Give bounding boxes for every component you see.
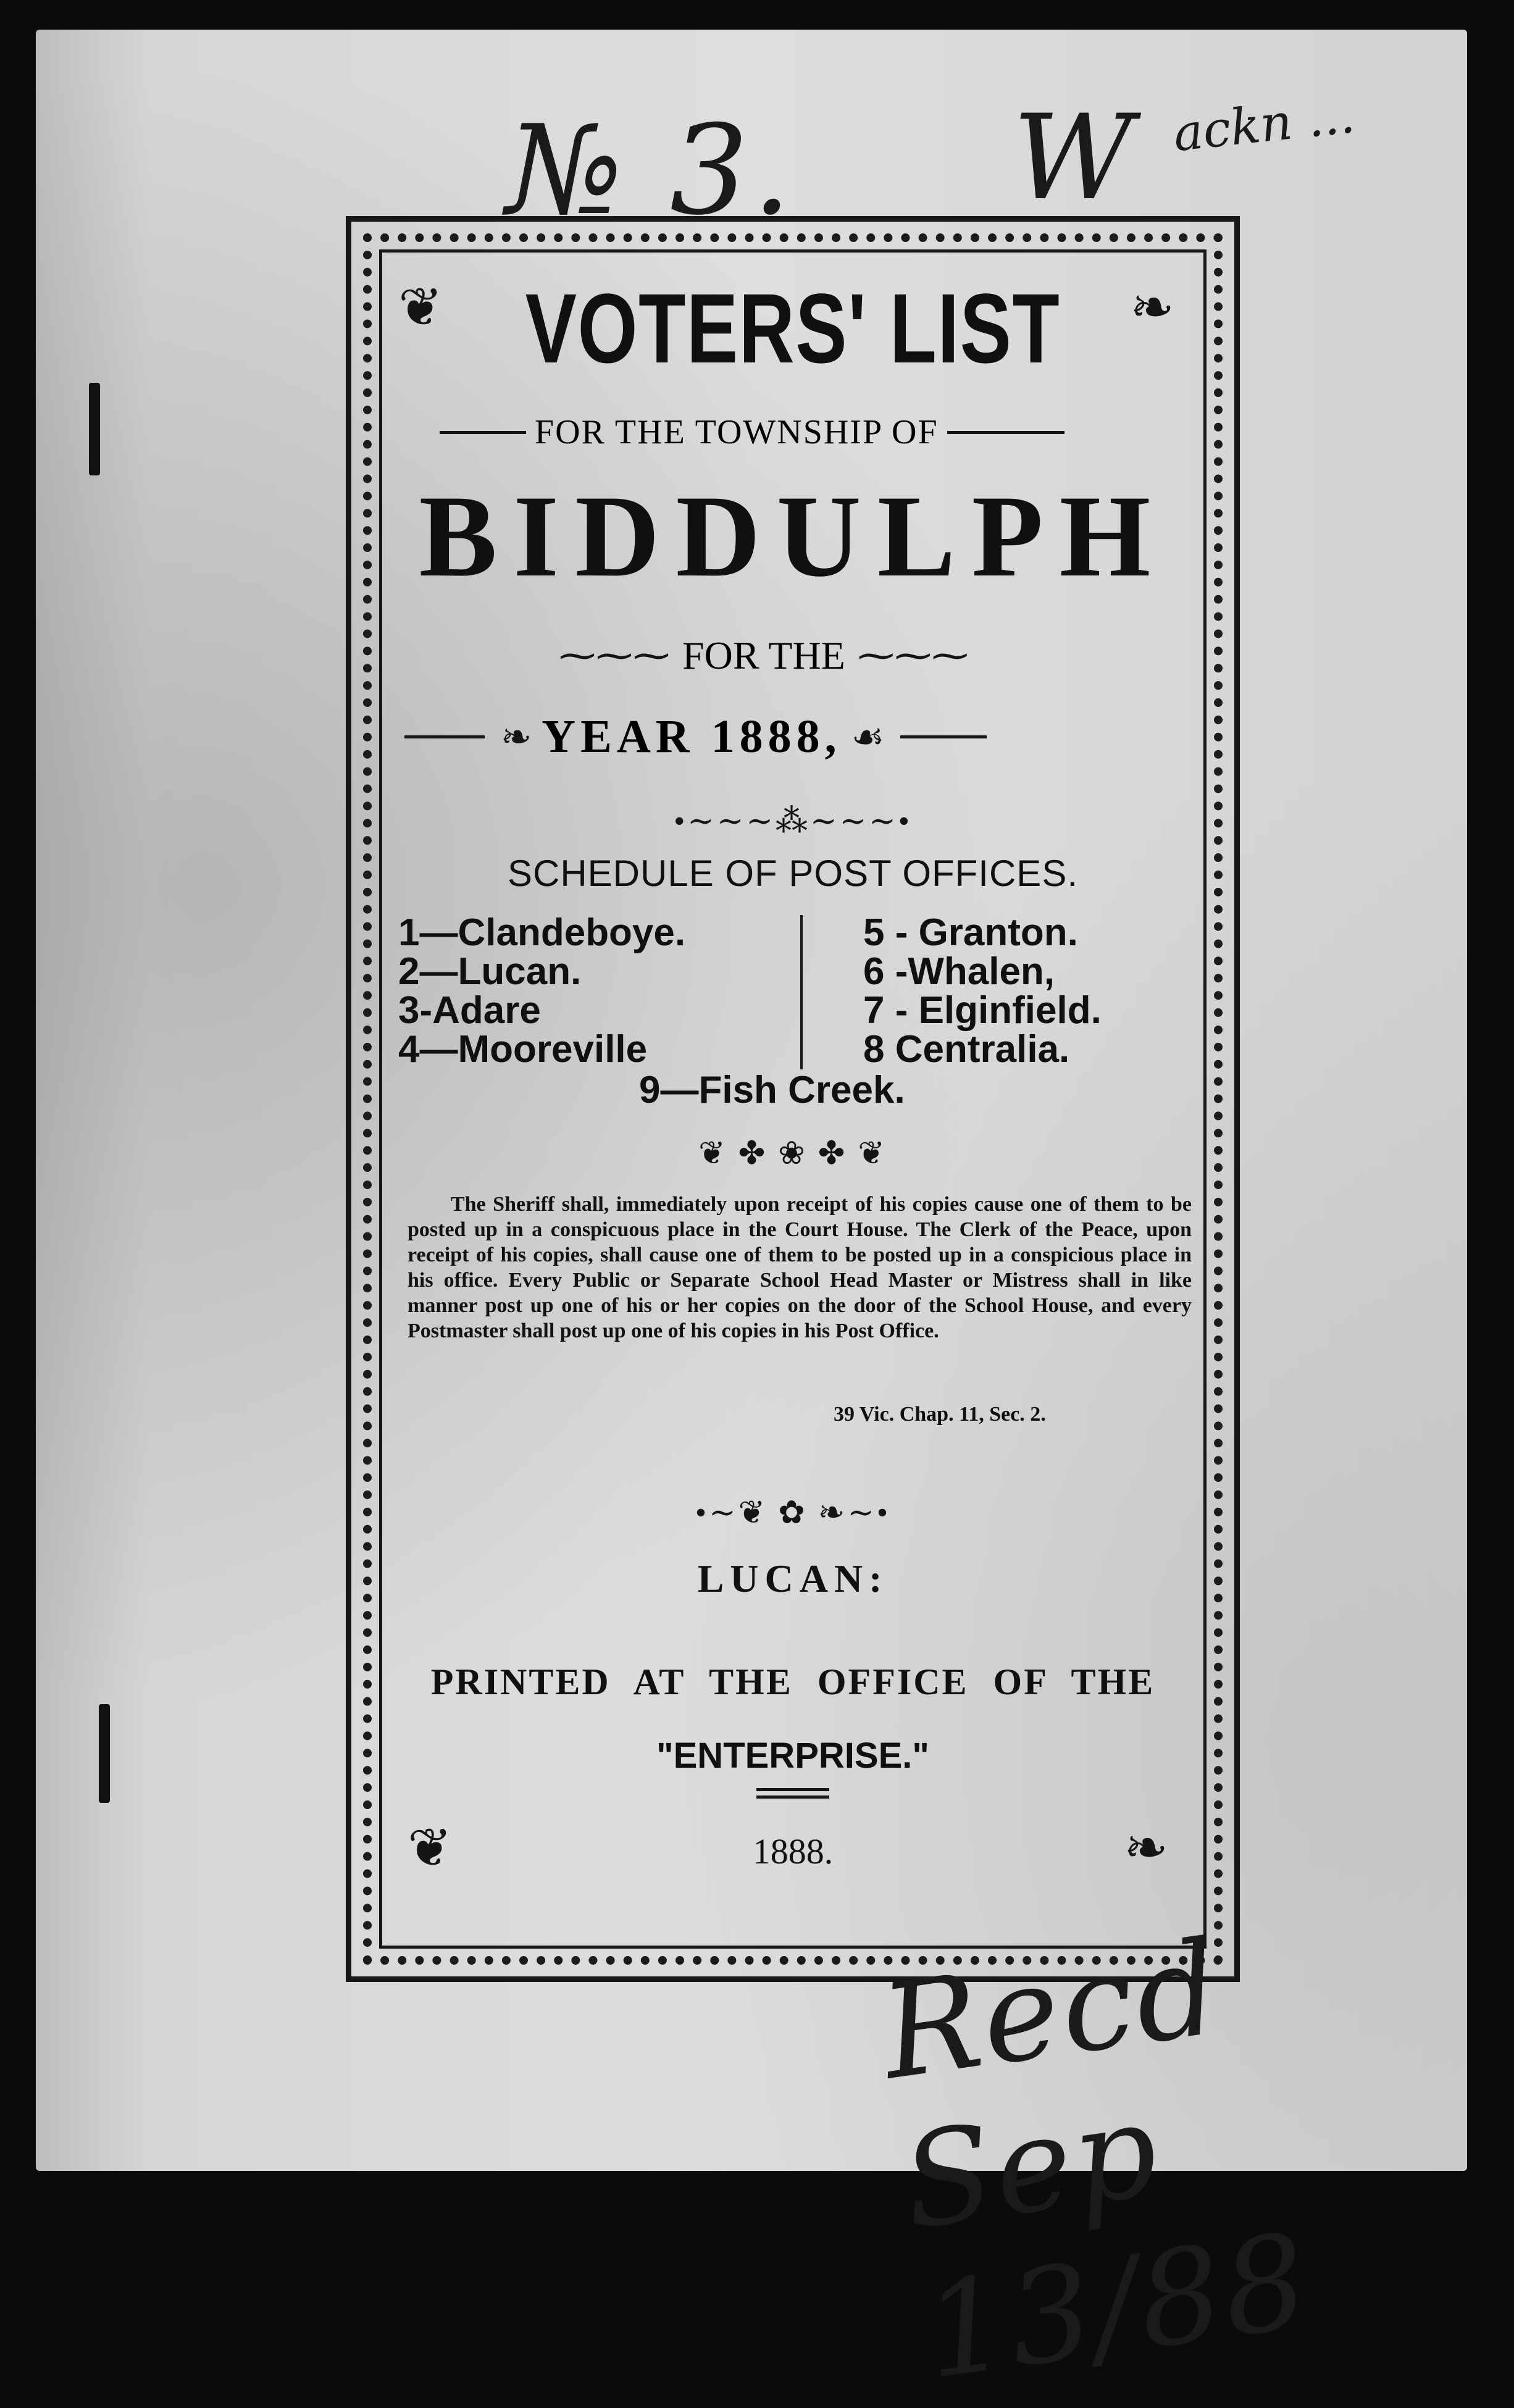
subtitle-row bbox=[440, 412, 1064, 452]
divider-ornament-icon: •∼❦ ✿ ❧∼• bbox=[695, 1495, 891, 1531]
handwritten-note: ackn ... bbox=[1170, 86, 1358, 163]
scroll-ornament-icon: ❧ bbox=[501, 716, 532, 758]
for-the-text: FOR THE bbox=[682, 633, 845, 677]
year-row bbox=[404, 710, 987, 764]
double-rule bbox=[756, 1796, 829, 1799]
township-name: BIDDULPH bbox=[419, 472, 1167, 601]
rule-left bbox=[404, 735, 485, 738]
corner-ornament-icon: ❦ bbox=[408, 1818, 453, 1878]
divider-ornament-icon: •∼∼∼⁂∼∼∼• bbox=[674, 804, 912, 839]
divider-ornament-icon: ❦ ✤ ❀ ✤ ❦ bbox=[698, 1136, 887, 1171]
imprint-place: LUCAN: bbox=[697, 1557, 889, 1600]
imprint-year: 1888. bbox=[752, 1831, 834, 1871]
imprint-printer-line: PRINTED AT THE OFFICE OF THE bbox=[430, 1662, 1155, 1702]
binding-mark-upper bbox=[89, 383, 100, 475]
scroll-ornament-icon: ☙ bbox=[851, 716, 885, 758]
post-office-item: 4—Mooreville bbox=[398, 1028, 648, 1071]
post-office-item: 5 - Granton. bbox=[863, 911, 1078, 954]
handwritten-received-date: Recd Sep 13/88 bbox=[872, 1912, 1319, 2408]
rule-right bbox=[947, 431, 1064, 434]
post-office-item: 2—Lucan. bbox=[398, 950, 582, 993]
document-title: VOTERS' LIST bbox=[525, 273, 1061, 383]
binding-mark-lower bbox=[99, 1704, 110, 1803]
corner-ornament-icon: ❧ bbox=[1130, 278, 1175, 337]
notice-paragraph: The Sheriff shall, immediately upon receipt of his copies cause one of them to be posted up in a conspicuous place in the Court House. The Clerk of the Peace, upon receipt of his copies, shall cause one of them to be posted up in a conspicious place in his office. Every Public or Separate School Head Master or Mistress shall in like manner post up one of his or her copies on the door of the School House, and every Postmaster shall post up one of his copies in his Post Office. bbox=[408, 1193, 1192, 1342]
handwritten-number: № 3. bbox=[506, 99, 795, 243]
column-divider bbox=[800, 915, 803, 1069]
swash-ornament-icon: ⁓⁓⁓ bbox=[857, 635, 969, 676]
post-office-item: 1—Clandeboye. bbox=[398, 911, 686, 954]
post-office-item: 6 -Whalen, bbox=[863, 950, 1055, 993]
post-office-item: 7 - Elginfield. bbox=[863, 989, 1102, 1032]
post-office-item: 9—Fish Creek. bbox=[639, 1069, 905, 1111]
statute-citation: 39 Vic. Chap. 11, Sec. 2. bbox=[834, 1403, 1046, 1426]
double-rule bbox=[756, 1788, 829, 1791]
rule-right bbox=[900, 735, 987, 738]
post-office-item: 8 Centralia. bbox=[863, 1028, 1070, 1071]
schedule-heading: SCHEDULE OF POST OFFICES. bbox=[507, 853, 1079, 894]
rule-left bbox=[440, 431, 526, 434]
corner-ornament-icon: ❧ bbox=[1124, 1818, 1169, 1878]
for-the-row bbox=[559, 633, 969, 679]
corner-ornament-icon: ❦ bbox=[398, 278, 443, 337]
post-office-item: 3-Adare bbox=[398, 989, 541, 1032]
imprint-office: "ENTERPRISE." bbox=[656, 1736, 929, 1776]
swash-ornament-icon: ⁓⁓⁓ bbox=[559, 635, 670, 676]
handwritten-initial: W bbox=[1013, 90, 1134, 226]
year-text: YEAR 1888, bbox=[542, 711, 842, 763]
document-subtitle: FOR THE TOWNSHIP OF bbox=[535, 413, 939, 451]
